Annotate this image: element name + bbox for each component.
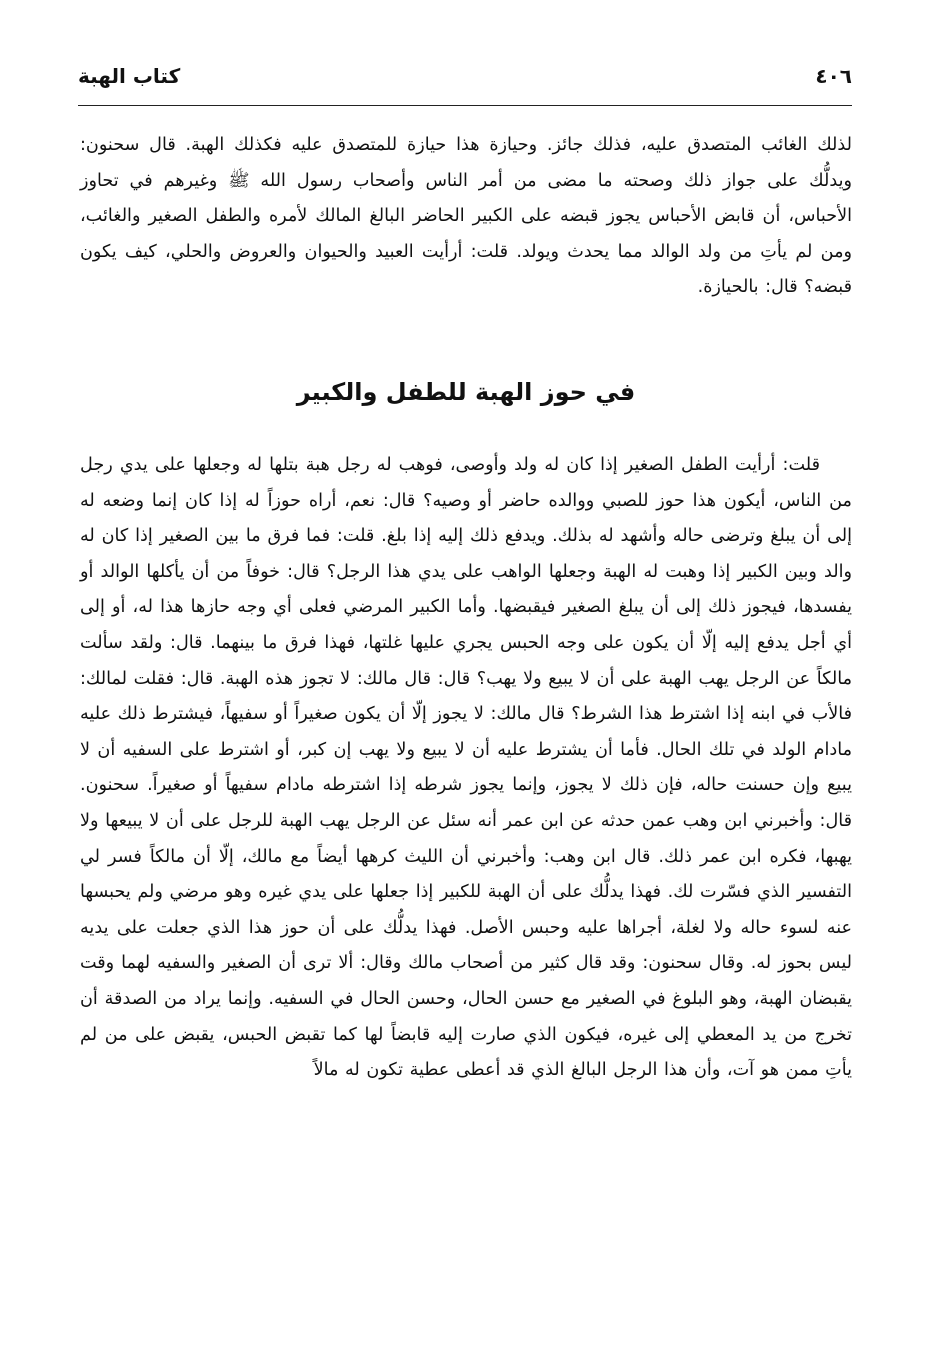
header-divider — [78, 105, 852, 106]
running-header — [78, 62, 852, 98]
main-paragraph: قلت: أرأيت الطفل الصغير إذا كان له ولد وأوصى، فوهب له رجل هبة بتلها له وجعلها على يدي رجل من الناس، أيكون هذا حوز للصبي ووالده حاضر أو وصيه؟ قال: نعم، أراه حوزاً له إذا كان إنما وضعه له إلى أن يبلغ وترضى حاله وأشهد له بذلك. ويدفع ذلك إليه إذا بلغ. قلت: فما فرق ما بين الصغير إذا كان له والد وبين الكبير إذا وهبت له الهبة وجعلها الواهب على يدي هذا الرجل؟ قال: خوفاً من أن يأكلها الوالد أو يفسدها، فيجوز ذلك إلى أن يبلغ الصغير فيقبضها. وأما الكبير المرضي فعلى أي وجه حازها هذا له، أو إلى أي أجل يدفع إليه إلّا أن يكون على وجه الحبس يجري عليها غلتها، فهذا فرق ما بينهما. قال: ولقد سألت مالكاً عن الرجل يهب الهبة على أن لا يبيع ولا يهب؟ قال: قال مالك: لا تجوز هذه الهبة. قال: فقلت لمالك: فالأب في ابنه إذا اشترط هذا الشرط؟ قال مالك: لا يجوز إلّا أن يكون صغيراً أو سفيهاً، فيشترط ذلك عليه مادام الولد في تلك الحال. فأما أن يشترط عليه أن لا يبيع ولا يهب إن كبر، أو اشترط على السفيه أن لا يبيع وإن حسنت حاله، فإن ذلك لا يجوز، وإنما يجوز شرطه إذا اشترطه مادام سفيهاً أو صغيراً. سحنون. قال: وأخبرني ابن وهب عمن حدثه عن ابن عمر أنه سئل عن الرجل يهب الهبة للرجل على أن لا يبيعها ولا يهبها، فكره ابن عمر ذلك. قال ابن وهب: وأخبرني أن الليث كرهها أيضاً مع مالك، إلّا أن مالكاً فسر لي التفسير الذي فسّرت لك. فهذا يدلُّك على أن الهبة للكبير إذا جعلها على يدي غيره وهو مرضي ولم يحبسها عنه لسوء حاله ولا لغلة، أجراها عليه وحبس الأصل. فهذا يدلُّك على أن حوز هذا الذي جعلت على يديه ليس بحوز له. وقال سحنون: وقد قال كثير من أصحاب مالك وقال: ألا ترى أن الصغير والسفيه لهما وقت يقبضان الهبة، وهو البلوغ في الصغير مع حسن الحال، وحسن الحال في السفيه. وإنما يراد من الصدقة أن تخرج من يد المعطي إلى غيره، فيكون الذي صارت إليه قابضاً لها كما تقبض الحبس، يقبض على من لم يأتِ ممن هو آت، وأن هذا الرجل البالغ الذي قد أعطى عطية تكون له مالاً — [80, 455, 852, 1081]
section-title: في حوز الهبة للطفل والكبير — [296, 378, 636, 406]
book-title: كتاب الهبة — [78, 64, 181, 88]
top-paragraph: لذلك الغائب المتصدق عليه، فذلك جائز. وحيازة هذا حيازة للمتصدق عليه فكذلك الهبة. قال سحنون: ويدلُّك على جواز ذلك وصحته ما مضى من أمر الناس وأصحاب رسول الله ﷺ وغيرهم في تحاوز الأحباس، أن قابض الأحباس يجوز قبضه على الكبير الحاضر البالغ المالك لأمره والطفل الصغير والغائب، ومن لم يأتِ من ولد الوالد مما يحدث ويولد. قلت: أرأيت العبيد والحيوان والعروض والحلي، كيف يكون قبضه؟ قال: بالحيازة. — [80, 135, 852, 298]
page-number: ٤٠٦ — [815, 64, 852, 88]
